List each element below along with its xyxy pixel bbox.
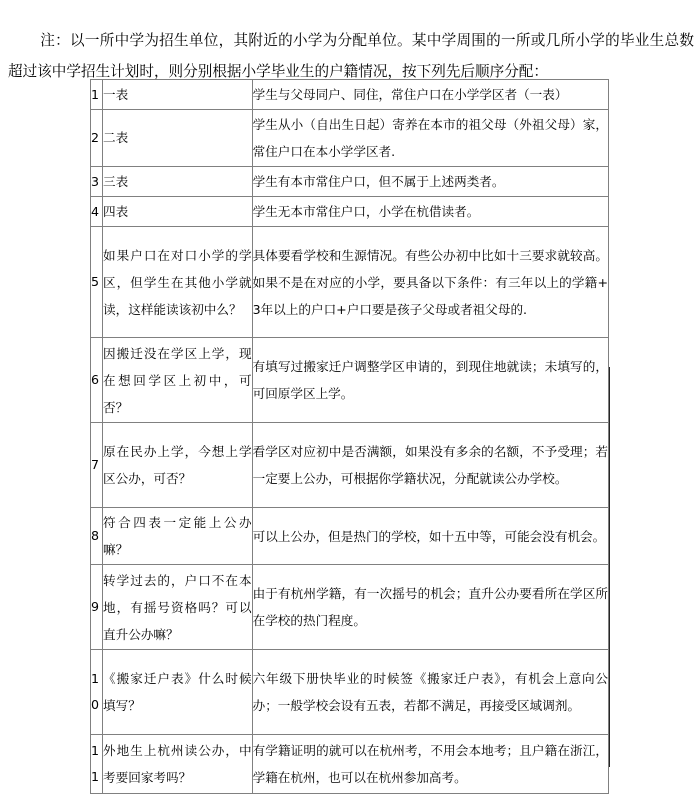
answer-cell [252,110,608,167]
table-row [91,197,609,227]
question-cell [103,110,253,167]
question-cell [103,227,253,338]
answer-cell [252,167,608,197]
answer-text: 学生从小（自出生日起）寄养在本市的祖父母（外祖父母）家，常住户口在本小学学区者. [252,117,608,159]
table-row [91,423,609,508]
row-number-cell [91,167,103,197]
answer-cell [252,227,608,338]
faq-table-wrapper [90,79,609,794]
question-text: 四表 [103,203,129,219]
answer-cell [252,650,608,735]
row-number: 4 [91,203,99,219]
row-number-cell [91,80,103,110]
row-number-cell [91,338,103,423]
row-number-cell [91,508,103,565]
answer-cell [252,508,608,565]
row-number-cell [91,650,103,735]
row-number: 10 [91,671,99,712]
answer-cell [252,338,608,423]
table-row [91,227,609,338]
answer-cell [252,197,608,227]
row-number: 2 [91,130,99,145]
question-text: 原在民办上学，今想上学区公办，可否？ [103,444,252,486]
answer-text: 有填写过搬家迁户调整学区申请的，到现住地就读；未填写的，可回原学区上学。 [252,359,608,401]
row-number-cell [91,735,103,794]
table-row [91,167,609,197]
answer-cell [252,735,608,794]
answer-cell [252,423,608,508]
table-row [91,110,609,167]
row-number-cell [91,565,103,650]
question-cell [103,735,253,794]
question-text: 转学过去的，户口不在本地，有摇号资格吗？可以直升公办嘛？ [103,572,252,642]
question-cell [103,338,253,423]
question-text: 三表 [103,173,129,189]
row-number-cell [91,110,103,167]
question-text: 《搬家迁户表》什么时候填写？ [103,671,252,713]
table-row [91,565,609,650]
table-row [91,735,609,794]
row-number-cell [91,227,103,338]
row-number-cell [91,423,103,508]
table-row [91,80,609,110]
answer-text: 具体要看学校和生源情况。有些公办初中比如十三要求就较高。如果不是在对应的小学，要具备以下条件：有三年以上的学籍+3年以上的户口+户口要是孩子父母或者祖父母的. [252,247,608,317]
row-number: 8 [91,528,99,543]
question-cell [103,565,253,650]
table-row [91,508,609,565]
row-number: 3 [91,173,99,189]
answer-text: 可以上公办，但是热门的学校，如十五中等，可能会没有机会。 [252,528,606,544]
answer-text: 学生有本市常住户口，但不属于上述两类者。 [252,173,505,189]
table-row [91,650,609,735]
row-number: 9 [91,599,99,614]
question-cell [103,508,253,565]
row-number: 6 [91,372,99,387]
question-cell [103,650,253,735]
row-number: 1 [91,86,99,102]
answer-cell [252,565,608,650]
question-cell [103,167,253,197]
question-text: 符合四表一定能上公办嘛？ [103,515,252,557]
table-row [91,338,609,423]
answer-text: 有学籍证明的就可以在杭州考，不用会本地考；且户籍在浙江，学籍在杭州，也可以在杭州参加高考。 [252,743,608,785]
question-text: 因搬迁没在学区上学，现在想回学区上初中，可否？ [103,345,252,415]
question-text: 外地生上杭州读公办，中考要回家考吗？ [103,743,252,785]
question-cell [103,80,253,110]
question-text: 一表 [103,86,129,102]
row-number-cell [91,197,103,227]
intro-note: 注：以一所中学为招生单位，其附近的小学为分配单位。某中学周围的一所或几所小学的毕业生总数超过该中学招生计划时，则分别根据小学毕业生的户籍情况，按下列先后顺序分配： [8,31,694,80]
answer-text: 由于有杭州学籍，有一次摇号的机会；直升公办要看所在学区所在学校的热门程度。 [252,586,608,628]
question-cell [103,423,253,508]
question-text: 二表 [103,130,129,145]
question-cell [103,197,253,227]
answer-text: 学生无本市常住户口，小学在杭借读者。 [252,203,480,219]
question-text: 如果户口在对口小学的学区，但学生在其他小学就读，这样能读该初中么？ [103,247,252,317]
faq-table-body [91,80,609,794]
answer-text: 学生与父母同户、同住，常住户口在小学学区者（一表） [252,86,568,102]
answer-text: 看学区对应初中是否满额，如果没有多余的名额，不予受理；若一定要上公办，可根据你学籍状况，分配就读公办学校。 [252,444,608,486]
row-number: 7 [91,457,99,472]
faq-table [90,79,609,794]
answer-text: 六年级下册快毕业的时候签《搬家迁户表》，有机会上意向公办；一般学校会设有五表，若都不满足，再接受区域调剂。 [252,671,608,713]
row-number: 11 [91,743,99,784]
answer-cell [252,80,608,110]
row-number: 5 [91,274,99,289]
